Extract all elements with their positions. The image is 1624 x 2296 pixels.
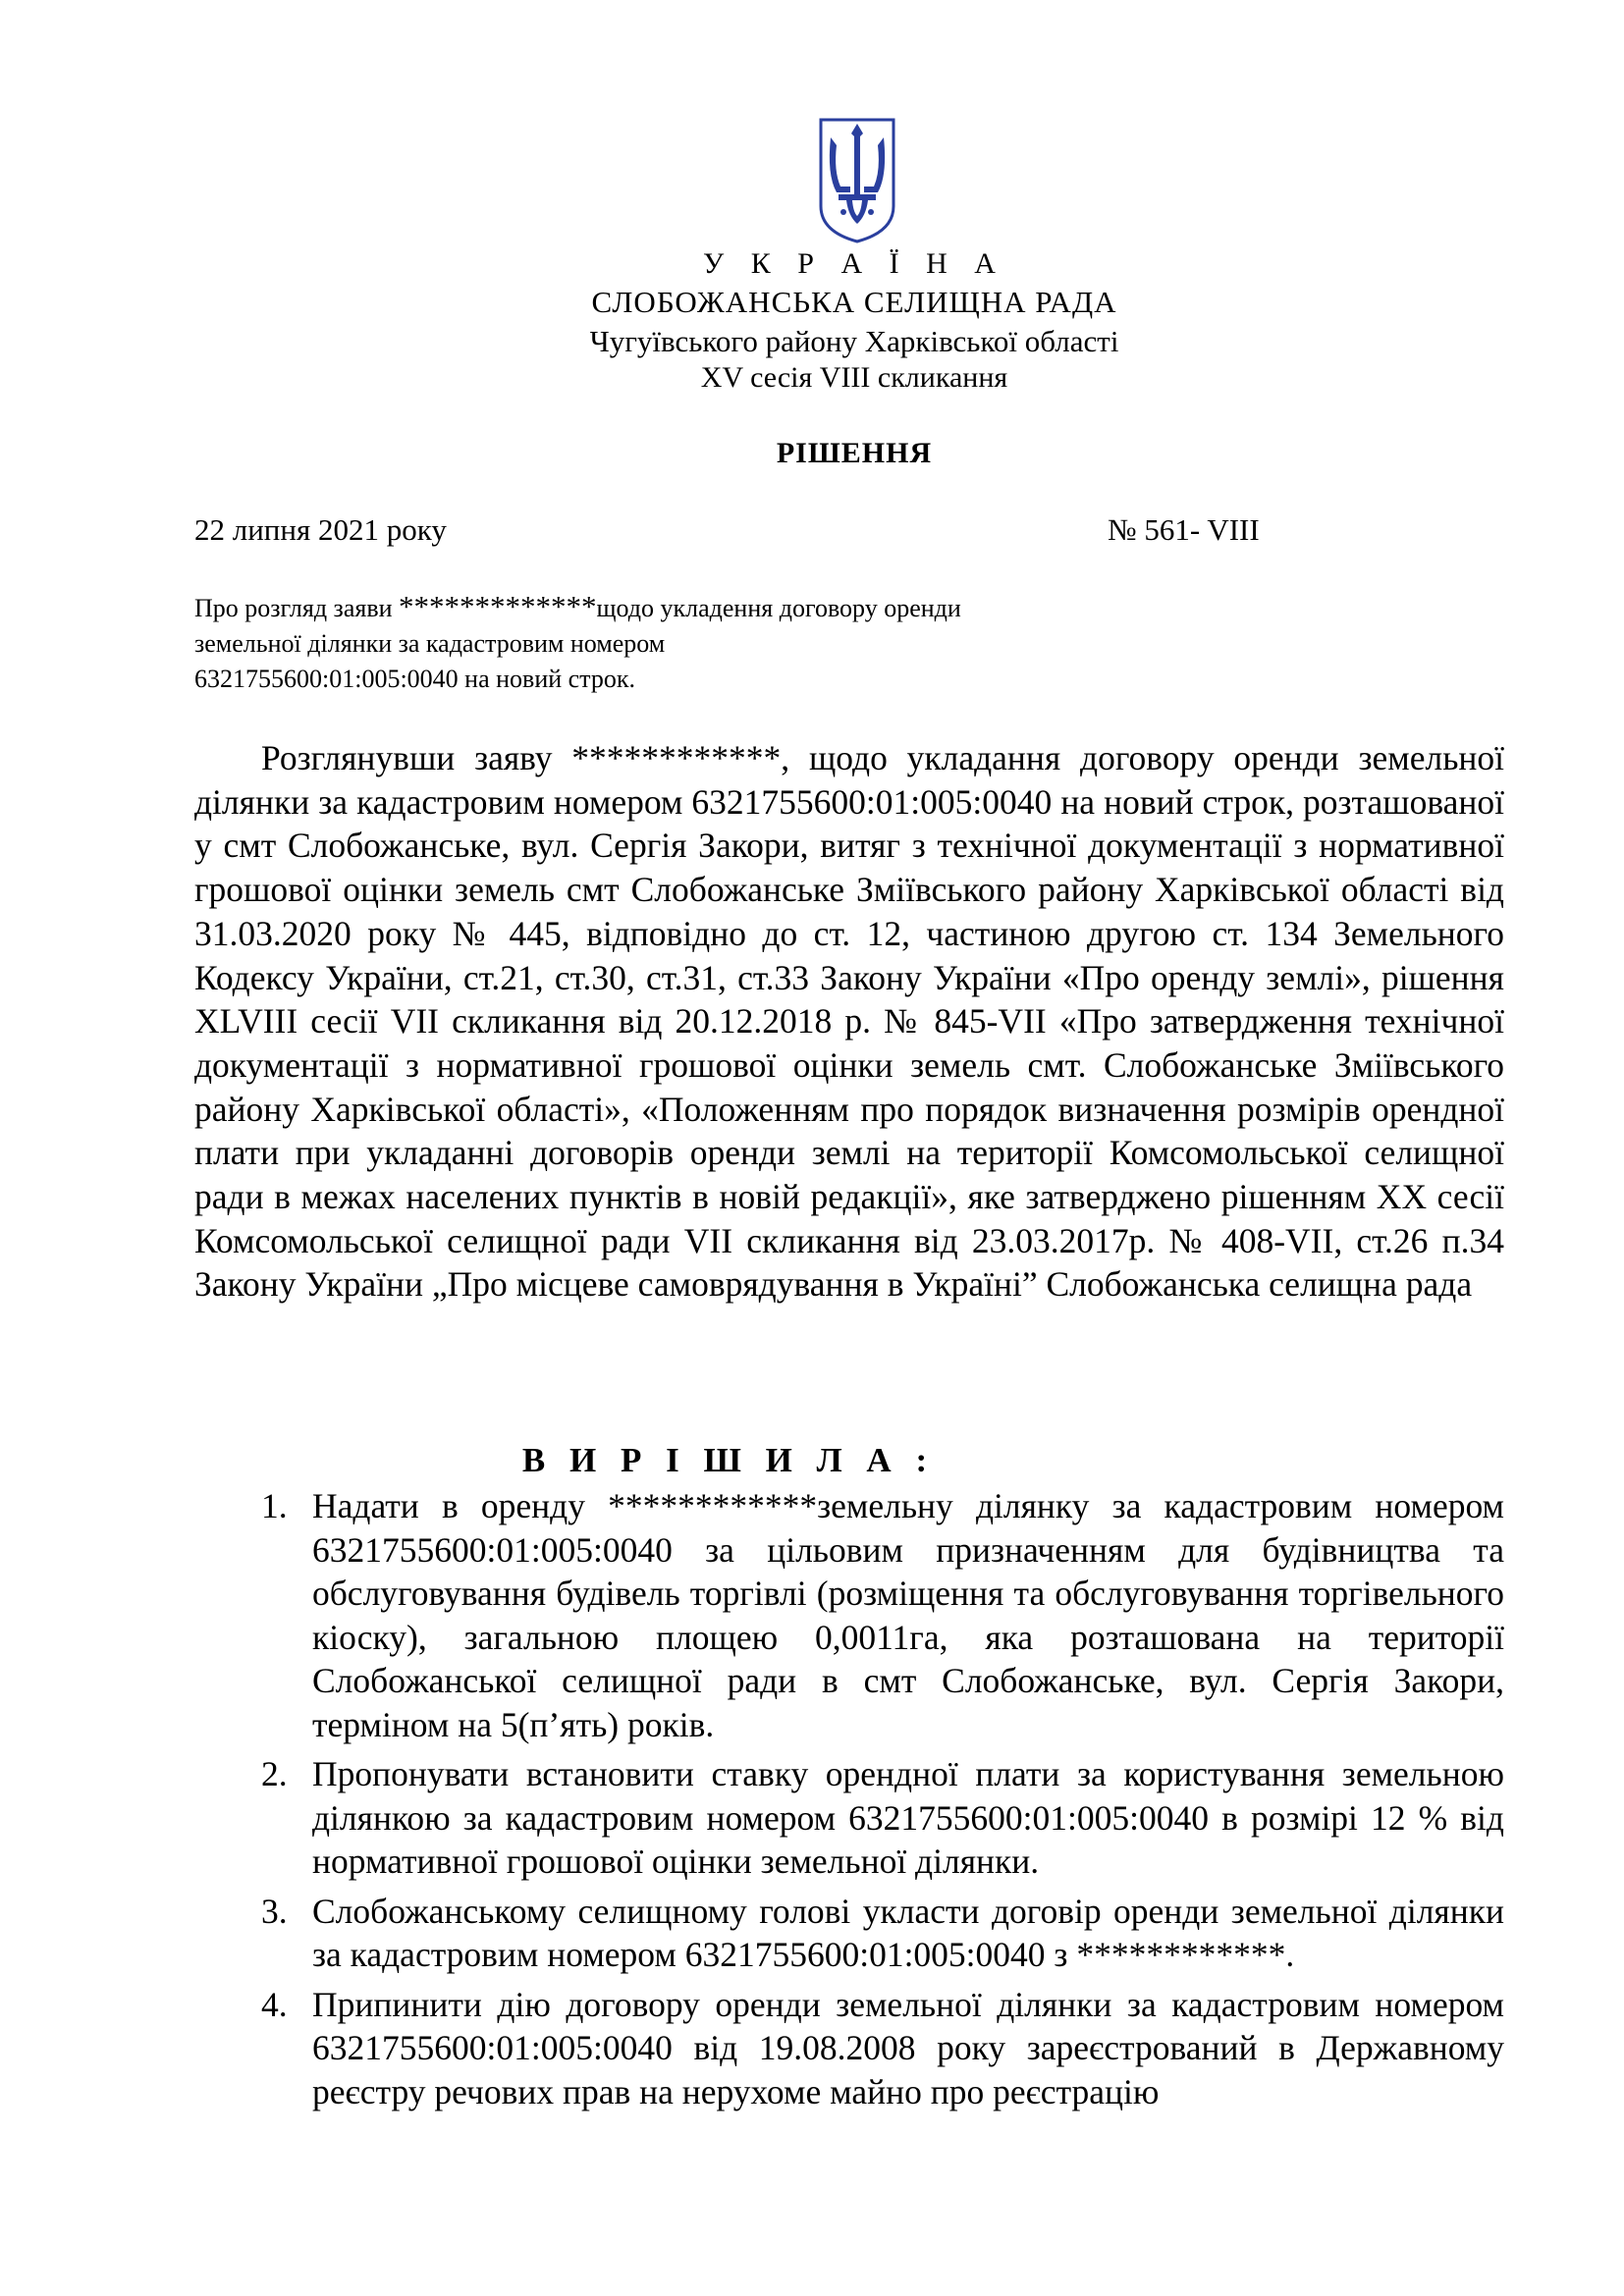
- decided-heading: В И Р І Ш И Л А :: [521, 1441, 936, 1479]
- subject-line-3: 6321755600:01:005:0040 на новий строк.: [194, 665, 635, 693]
- subject-line-2: земельної ділянки за кадастровим номером: [194, 629, 666, 658]
- document-title: РІШЕННЯ: [776, 437, 933, 469]
- trident-emblem-icon: [817, 116, 897, 243]
- list-item: 4. Припинити дію договору оренди земельної ділянки за кадастровим номером 6321755600:01:005:0040 від 19.08.2008 року зареєстрований в Державному реєстру речових прав на нерухоме майно про реєстрацію: [261, 1984, 1504, 2111]
- list-item: 1. Надати в оренду ************земельну ділянку за кадастровим номером 6321755600:01:005:0040 за цільовим призначенням для будівництва та обслуговування будівель торгівлі (розміщення та обслуговування торгівельного кіоску), загальною площею 0,0011га, яка розташована на території Слобожанської селищної ради в смт Слобожанське, вул. Сергія Закори, терміном на 5(п’ять) років.: [261, 1486, 1504, 1744]
- list-item: 2. Пропонувати встановити ставку орендної плати за користування земельною ділянкою за кадастровим номером 6321755600:01:005:0040 в розмірі 12 % від нормативної грошової оцінки земельної ділянки.: [261, 1754, 1504, 1881]
- session-label: XV сесія VIII скликання: [700, 361, 1008, 394]
- subject-line-1: Про розгляд заяви *************щодо укладення договору оренди: [194, 589, 961, 623]
- decision-items-list: [194, 1484, 1504, 2119]
- preamble-paragraph: Розглянувши заяву ************, щодо укладання договору оренди земельної ділянки за кадастровим номером 6321755600:01:005:0040 на новий строк, розташованої у смт Слобожанське, вул. Сергія Закори, витяг з технічної документації з нормативної грошової оцінки земель смт Слобожанське Зміївського району Харківської області від 31.03.2020 року № 445, відповідно до ст. 12, частиною другою ст. 134 Земельного Кодексу України, ст.21, ст.30, ст.31, ст.33 Закону України «Про оренду землі», рішення XLVIII сесії VII скликання від 20.12.2018 р. № 845-VII «Про затвердження технічної документації з нормативної грошової оцінки земель смт. Слобожанське Зміївського району Харківської області», «Положенням про порядок визначення розмірів орендної плати при укладанні договорів оренди землі на території Комсомольської селищної ради в межах населених пунктів в новій редакції», яке затверджено рішенням XX сесії Комсомольської селищної ради VII скликання від 23.03.2017р. № 408-VII, ст.26 п.34 Закону України „Про місцеве самоврядування в Україні” Слобожанська селищна рада: [194, 738, 1504, 1305]
- country-name: У К Р А Ї Н А: [703, 247, 1005, 280]
- decision-date: 22 липня 2021 року: [194, 512, 447, 547]
- decision-number: № 561- VIII: [1108, 512, 1260, 547]
- list-item: 3. Слобожанському селищному голові укласти договір оренди земельної ділянки за кадастровим номером 6321755600:01:005:0040 з ************.: [261, 1891, 1504, 1974]
- decision-subject: [194, 589, 1176, 697]
- council-name: СЛОБОЖАНСЬКА СЕЛИЩНА РАДА: [591, 285, 1117, 319]
- district-name: Чугуївського району Харківської області: [589, 324, 1119, 358]
